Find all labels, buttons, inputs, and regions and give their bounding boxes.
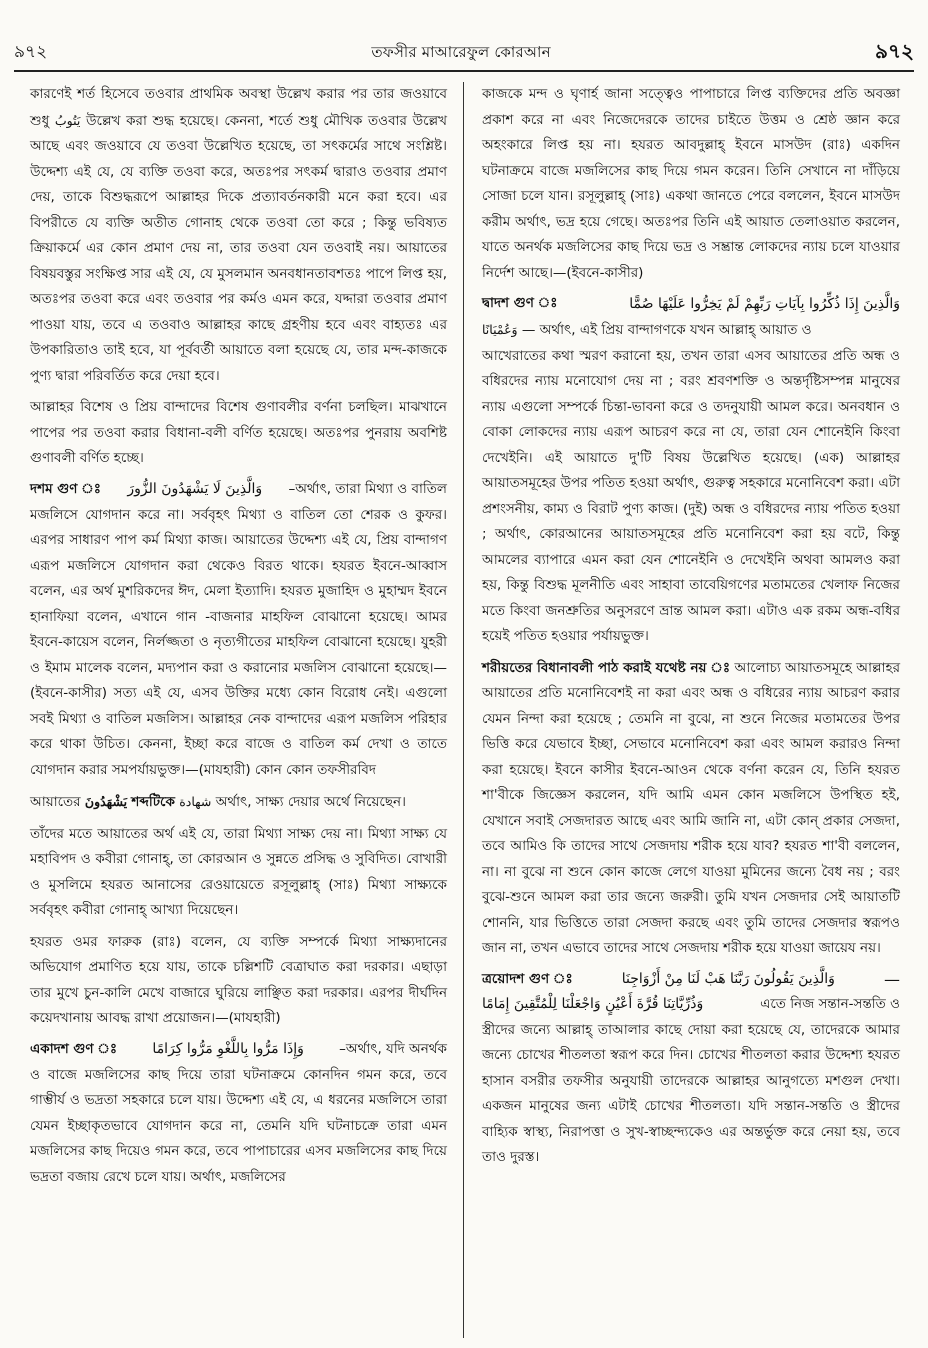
arabic-text: يَتُوبُ xyxy=(54,112,81,128)
text: উল্লেখ করা শুদ্ধ হয়েছে। কেননা, শর্তে শুধু মৌখিক xyxy=(86,112,363,129)
text: জওয়াবে শুধু xyxy=(30,86,448,129)
paragraph: আখেরাতের কথা স্মরণ করানো হয়, তখন তারা এসব আয়াতের প্রতি অন্ধ ও বধিরদের ন্যায় মনোযোগ দেয় না ; বরং শ্রবণশক্তি ও অন্তর্দৃষ্টিসম্পন্ন মানুষের ন্যায় এগুলো সম্পর্কে চিন্তা-ভাবনা করে ও তদনুযায়ী আমল করে। অনবধান ও বোকা লোকদের ন্যায় এরূপ আচরণ করে না যে, তারা যেন শোনেইনি কিংবা দেখেইনি। এই আয়াতে দু'টি বিষয় উল্লেখিত হয়েছে। (এক) আল্লাহর আয়াতসমূহের উপর পতিত হওয়া অর্থাৎ, গুরুত্ব সহকারে মনোনিবেশ করা। এটা প্রশংসনীয়, কাম্য ও বিরাট পুণ্য কাজ। (দুই) অন্ধ ও বধিরদের ন্যায় পতিত হওয়া ; অর্থাৎ, কোরআনের আয়াতসমূহের প্রতি মনোনিবেশ করা হয় বটে, কিন্তু আমলের ব্যাপারে এমন করা যেন শোনেইনি ও দেখেইনি অথবা আমলও করা হয়, কিন্তু বিশুদ্ধ মূলনীতি এবং সাহাবা তাবেয়িগণের মতামতের খেলাফ নিজের মতে কিংবা জনশ্রুতির অনুসরণে ভ্রান্ত আমল করা। এটাও এক রকম অন্ধ-বধির হয়েই পতিত হওয়ার পর্যায়ভুক্ত। xyxy=(482,347,900,644)
section-heading: শরীয়তের বিধানাবলী পাঠ করাই যথেষ্ট নয় ঃ xyxy=(482,659,731,676)
paragraph: ও বাজে মজলিসের কাছ দিয়ে তারা ঘটনাক্রমে কোনদিন গমন করে, তবে গাম্ভীর্য ও ভদ্রতা সহকারে চলে যায়। উদ্দেশ্য এই যে, এ ধরনের মজলিসে তারা যেমন ইচ্ছাকৃতভাবে যোগদান করে না, তেমনি যদি ঘটনাচক্রে তারা এমন মজলিসের কাছ দিয়েও গমন করে, তবে পাপাচারের এসব মজলিসের কাছ দিয়ে ভদ্রতা বজায় রেখে চলে যায়। অর্থাৎ, মজলিসের xyxy=(30,1066,447,1185)
section-eleventh-quality xyxy=(30,1038,447,1061)
text: –অর্থাৎ, যদি অনর্থক xyxy=(339,1040,447,1057)
arabic-verse: وَذُرِّيَّاتِنَا قُرَّةَ أَعْيُنٍ وَاجْعَلْنَا لِلْمُتَّقِينَ إِمَامًا xyxy=(482,996,704,1012)
dash: — xyxy=(883,969,900,989)
text: তওবার উল্লেখ আছে এবং জওয়াবে যে তওবা উল্লেখিত হয়েছে, তা সৎকর্মের সাথে সংশ্লিষ্ট। উদ্দেশ্য এই যে, যে ব্যক্তি তওবা করে, অতঃপর সৎকর্ম দ্বারাও তওবার প্রমাণ দেয়, তাকে বিশুদ্ধরূপে আল্লাহর দিকে প্রত্যাবর্তনকারী মনে করা হবে। এর বিপরীতে যে ব্যক্তি অতীত গোনাহ থেকে তওবা তো করে ; কিন্তু ভবিষ্যত ক্রিয়াকর্মে এর কোন প্রমাণ দেয় না, তার তওবা যেন তওবাই নয়। আয়াতের বিষয়বস্তুর সংক্ষিপ্ত সার এই যে, যে মুসলমান অনবধানতাবশতঃ পাপে লিপ্ত হয়, অতঃপর তওবা করে এবং তওবার পর কর্মও এমন করে, যদ্দারা তওবার প্রমাণ পাওয়া যায়, তবে এ তওবাও আল্লাহর কাছে গ্রহণীয় হবে এবং বাহ্যতঃ এর উপকারিতাও তাই হবে, যা পূর্ববর্তী আয়াতে বলা হয়েছে যে, তার মন্দ-কাজকে পুণ্য দ্বারা পরিবর্তিত করে দেয়া হবে। xyxy=(30,112,447,384)
page-header xyxy=(14,36,914,72)
verse-continuation xyxy=(482,993,900,1016)
paragraph xyxy=(30,82,447,389)
paragraph xyxy=(30,789,447,816)
text: শব্দটিকে xyxy=(131,794,175,810)
arabic-text: وَعُمْيَانًا xyxy=(482,322,518,337)
arabic-verse: وَالَّذِينَ إِذَا ذُكِّرُوا بِآيَاتِ رَبِّهِمْ لَمْ يَخِرُّوا عَلَيْهَا صُمًّا xyxy=(629,295,900,312)
section-heading: ত্রয়োদশ গুণ ঃ xyxy=(482,970,573,987)
arabic-text: يَشْهَدُونَ xyxy=(84,794,128,809)
paragraph: মজলিসে যোগদান করে না। সর্ববৃহৎ মিথ্যা ও বাতিল তো শেরক ও কুফর। এরপর সাধারণ পাপ কর্ম মিথ্যা কাজ। আয়াতের উদ্দেশ্য এই যে, প্রিয় বান্দাগণ এরূপ মজলিসে যোগদান করা থেকেও বিরত থাকে। হযরত ইবনে-আব্বাস বলেন, এর অর্থ মুশরিকদের ঈদ, মেলা ইত্যাদি। হযরত মুজাহিদ ও মুহাম্মদ ইবনে হানাফিয়া বলেন, এখানে গান -বাজনার মাহফিল বোঝানো হয়েছে। আমর ইবনে-কায়েস বলেন, নির্লজ্জতা ও নৃত্যগীতের মাহফিল বোঝানো হয়েছে। যুহরী ও ইমাম মালেক বলেন, মদ্যপান করা ও করানোর মজলিস বোঝানো হয়েছে।—(ইবনে-কাসীর) সত্য এই যে, এসব উক্তির মধ্যে কোন বিরোধ নেই। এগুলো সবই মিথ্যা ও বাতিল মজলিস। আল্লাহর নেক বান্দাদের এরূপ মজলিস পরিহার করে থাকা উচিত। কেননা, ইচ্ছা করে বাজে ও বাতিল কর্ম দেখা ও তাতে যোগদান করার সমপর্যায়ভুক্ত।—(মাযহারী) কোন কোন তফসীরবিদ xyxy=(30,506,447,778)
arabic-verse: وَالَّذِينَ لَا يَشْهَدُونَ الزُّورَ xyxy=(127,481,263,497)
text: এতে নিজ সন্তান-সন্ততি ও xyxy=(760,995,900,1012)
section-heading: দশম গুণ ঃ xyxy=(30,480,101,497)
section-thirteenth-quality xyxy=(482,968,900,991)
paragraph xyxy=(482,656,900,962)
paragraph: কাজকে মন্দ ও ঘৃণার্হ জানা সত্ত্বেও পাপাচারে লিপ্ত ব্যক্তিদের প্রতি অবজ্ঞা প্রকাশ করে না এবং নিজেদেরকে তাদের চাইতে উত্তম ও শ্রেষ্ঠ জ্ঞান করে অহংকারে লিপ্ত হয় না। হযরত আবদুল্লাহ্‌ ইবনে মাসউদ (রাঃ) একদিন ঘটনাক্রমে বাজে মজলিসের কাছ দিয়ে গমন করেন। তিনি সেখানে না দাঁড়িয়ে সোজা চলে যান। রসূলুল্লাহ্‌ (সাঃ) একথা জানতে পেরে বললেন, ইবনে মাসউদ করীম অর্থাৎ, ভদ্র হয়ে গেছে। অতঃপর তিনি এই আয়াত তেলাওয়াত করলেন, যাতে অনর্থক মজলিসের কাছ দিয়ে ভদ্র ও সম্ভ্রান্ত লোকদের ন্যায় চলে যাওয়ার নির্দেশ আছে।—(ইবনে-কাসীর) xyxy=(482,86,900,281)
text-columns xyxy=(14,82,914,1338)
paragraph xyxy=(482,317,900,344)
left-page-number: ৯৭২ xyxy=(14,42,48,62)
section-twelfth-quality xyxy=(482,292,900,315)
right-column xyxy=(464,82,914,1338)
right-page-number: ৯৭২ xyxy=(874,38,914,63)
left-column xyxy=(14,82,464,1338)
text: আলোচ্য আয়াতসমূহে আল্লাহর আয়াতের প্রতি মনোনিবেশই না করা এবং অন্ধ ও বধিরের ন্যায় আচরণ করার যেমন নিন্দা করা হয়েছে ; তেমনি না বুঝে, না শুনে নিজের মতামতের উপর ভিত্তি করে যেভাবে ইচ্ছা, সেভাবে মনোনিবেশ করা এবং আমল করারও নিন্দা করা হয়েছে। ইবনে কাসীর ইবনে-আওন থেকে বর্ণনা করেন যে, তিনি হযরত শা'বীকে জিজ্ঞেস করলেন, যদি আমি এমন কোন মজলিসে উপস্থিত হই, যেখানে সবাই সেজদারত আছে এবং আমি জানি না, এটা কোন্‌ প্রকার সেজদা, তবে আমিও কি তাদের সাথে সেজদায় শরীক হয়ে যাব? হযরত শা'বী বললেন, না। না বুঝে না শুনে কোন কাজে লেগে যাওয়া মুমিনের জন্যে বৈধ নয় ; বরং বুঝে-শুনে আমল করা তার জন্যে জরুরী। তুমি যখন সেজদার সেই আয়াতটি শোননি, যার ভিত্তিতে তারা সেজদা করছে এবং তুমি তাদের সেজদার স্বরূপও জান না, তখন এভাবে তাদের সাথে সেজদায় শরীক হয়ে যাওয়া জায়েয নয়। xyxy=(482,659,900,956)
text: আয়াতের xyxy=(30,794,81,810)
running-title: তফসীর মাআরেফুল কোরআন xyxy=(371,42,551,61)
text: –অর্থাৎ, তারা মিথ্যা ও বাতিল xyxy=(288,480,447,497)
paragraph: হযরত ওমর ফারুক (রাঃ) বলেন, যে ব্যক্তি সম্পর্কে মিথ্যা সাক্ষ্যদানের অভিযোগ প্রমাণিত হয়ে যায়, তাকে চল্লিশটি বেত্রাঘাত করা দরকার। এছাড়া তার মুখে চুন-কালি মেখে বাজারে ঘুরিয়ে লাঞ্ছিত করা দরকার। এরপর দীর্ঘদিন কয়েদখানায় আবদ্ধ রাখা প্রয়োজন।—(মাযহারী) xyxy=(30,933,447,1026)
arabic-text: شهادة xyxy=(179,794,212,809)
text: অর্থাৎ, সাক্ষ্য দেয়ার অর্থে নিয়েছেন। xyxy=(215,794,406,810)
paragraph: আল্লাহর বিশেষ ও প্রিয় বান্দাদের বিশেষ গুণাবলীর বর্ণনা চলছিল। মাঝখানে পাপের পর তওবা করার বিধানা-বলী বর্ণিত হয়েছে। অতঃপর পুনরায় অবশিষ্ট গুণাবলী বর্ণিত হচ্ছে। xyxy=(30,399,447,466)
arabic-verse: وَإِذَا مَرُّوا بِاللَّغْوِ مَرُّوا كِرَامًا xyxy=(152,1041,304,1057)
arabic-verse: وَالَّذِينَ يَقُولُونَ رَبَّنَا هَبْ لَنَا مِنْ أَزْوَاجِنَا xyxy=(621,971,835,987)
section-heading: দ্বাদশ গুণ ঃ xyxy=(482,295,558,311)
section-tenth-quality xyxy=(30,478,447,501)
section-heading: একাদশ গুণ ঃ xyxy=(30,1040,118,1057)
paragraph: স্ত্রীদের জন্যে আল্লাহ্‌ তাআলার কাছে দোয়া করা হয়েছে যে, তাদেরকে আমার জন্যে চোখের শীতলতা স্বরূপ করে দিন। চোখের শীতলতা করার উদ্দেশ্য হযরত হাসান বসরীর তফসীর অনুযায়ী তাদেরকে আল্লাহর আনুগত্যে মশগুল দেখা। একজন মানুষের জন্য এটাই চোখের শীতলতা। যদি সন্তান-সন্ততি ও স্ত্রীদের বাহ্যিক স্বাস্থ্য, নিরাপত্তা ও সুখ-স্বাচ্ছন্দ্যকেও এর অন্তর্ভুক্ত করে নেয়া হয়, তবে তাও দুরস্ত। xyxy=(482,1021,900,1165)
paragraph: তাঁদের মতে আয়াতের অর্থ এই যে, তারা মিথ্যা সাক্ষ্য দেয় না। মিথ্যা সাক্ষ্য যে মহাবিপদ ও কবীরা গোনাহ্‌, তা কোরআন ও সুন্নতে প্রসিদ্ধ ও সুবিদিত। বোখারী ও মুসলিমে হযরত আনাসের রেওয়ায়েতে রসূলুল্লাহ্‌ (সাঃ) মিথ্যা সাক্ষ্যকে সর্ববৃহৎ কবীরা গোনাহ্‌ আখ্যা দিয়েছেন। xyxy=(30,825,447,918)
text: — অর্থাৎ, এই প্রিয় বান্দাগণকে যখন আল্লাহ্‌ আয়াত ও xyxy=(521,322,812,338)
text: কারণেই শর্ত হিসেবে তওবার প্রাথমিক অবস্থা উল্লেখ করার পর তার xyxy=(30,86,395,102)
